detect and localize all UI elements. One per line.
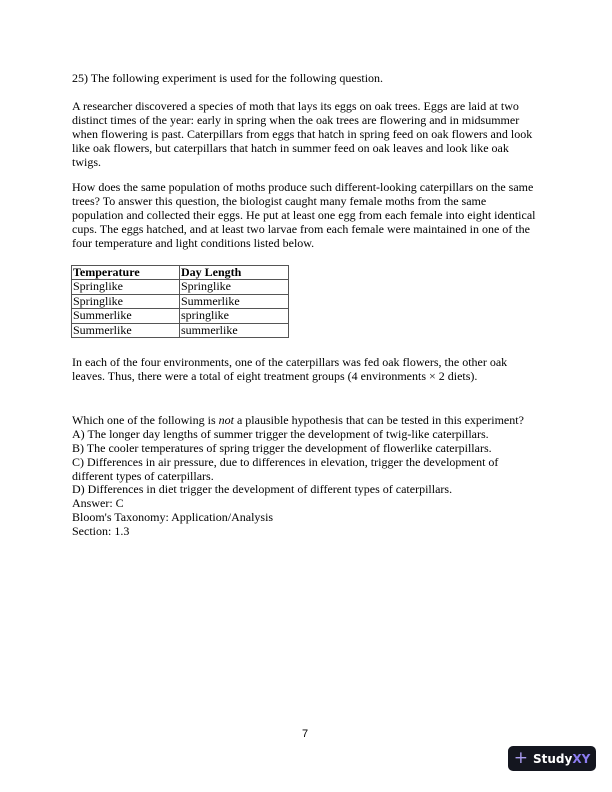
option-d: D) Differences in diet trigger the development of different types of caterpillars. bbox=[72, 482, 453, 497]
option-c-continued: different types of caterpillars. bbox=[72, 468, 214, 483]
table-cell: Springlike bbox=[72, 294, 180, 308]
table-cell: summerlike bbox=[180, 323, 289, 337]
paragraph-background bbox=[72, 100, 552, 169]
brand-main: Study bbox=[532, 751, 573, 766]
question-header bbox=[72, 72, 552, 86]
text-line: twigs. bbox=[72, 154, 102, 169]
table-cell: Springlike bbox=[72, 280, 180, 294]
text-line: In each of the four environments, one of the caterpillars was fed oak flowers, the other oak bbox=[72, 355, 508, 369]
plus-icon: + bbox=[513, 748, 528, 768]
question-after: a plausible hypothesis that can be tested in this experiment? bbox=[233, 413, 524, 427]
table-row bbox=[72, 309, 289, 323]
answer: Answer: C bbox=[72, 496, 124, 511]
text-line: A researcher discovered a species of moth that lays its eggs on oak trees. Eggs are laid at two bbox=[72, 99, 519, 113]
header-text: 25) The following experiment is used for the following question. bbox=[72, 71, 384, 85]
table-cell: springlike bbox=[180, 309, 289, 323]
text-line: distinct times of the year: early in spring when the oak trees are flowering and in midsummer bbox=[72, 112, 520, 127]
table-cell: Summerlike bbox=[72, 323, 180, 337]
text-line: leaves. Thus, there were a total of eight treatment groups (4 environments × 2 diets). bbox=[72, 368, 478, 383]
table-header-row bbox=[72, 266, 289, 280]
question-before: Which one of the following is bbox=[72, 413, 219, 427]
question-emphasis: not bbox=[218, 413, 234, 427]
table-cell: Springlike bbox=[180, 280, 289, 294]
brand-name bbox=[533, 752, 590, 766]
paragraph-method bbox=[72, 181, 552, 250]
header-day-length: Day Length bbox=[180, 266, 289, 280]
table-cell: Summerlike bbox=[72, 309, 180, 323]
page-number: 7 bbox=[302, 728, 309, 740]
brand-accent: XY bbox=[572, 751, 591, 766]
question-text bbox=[72, 414, 552, 428]
section: Section: 1.3 bbox=[72, 524, 130, 539]
table-row bbox=[72, 294, 289, 308]
studyxy-badge[interactable] bbox=[508, 746, 596, 771]
text-line: like oak flowers, but caterpillars that hatch in summer feed on oak leaves and look like oak bbox=[72, 140, 509, 155]
text-line: cups. The eggs hatched, and at least two larvae from each female were maintained in one of the bbox=[72, 221, 530, 236]
paragraph-treatments bbox=[72, 356, 552, 384]
option-a: A) The longer day lengths of summer trigger the development of twig-like caterpillars. bbox=[72, 426, 489, 441]
text-line: How does the same population of moths produce such different-looking caterpillars on the same bbox=[72, 180, 534, 194]
text-line: population and collected their eggs. He put at least one egg from each female into eight identical bbox=[72, 207, 536, 222]
text-line: four temperature and light conditions listed below. bbox=[72, 235, 315, 250]
header-temperature: Temperature bbox=[72, 266, 180, 280]
text-line: trees? To answer this question, the biologist caught many female moths from the same bbox=[72, 193, 487, 208]
table-row bbox=[72, 280, 289, 294]
option-b: B) The cooler temperatures of spring trigger the development of flowerlike caterpillars. bbox=[72, 440, 492, 455]
conditions-table bbox=[71, 265, 289, 338]
question-block bbox=[72, 414, 552, 539]
text-line: when flowering is past. Caterpillars from eggs that hatch in spring feed on oak flowers and look bbox=[72, 126, 533, 141]
option-c: C) Differences in air pressure, due to differences in elevation, trigger the development of bbox=[72, 454, 499, 469]
table-row bbox=[72, 323, 289, 337]
table-cell: Summerlike bbox=[180, 294, 289, 308]
blooms-taxonomy: Bloom's Taxonomy: Application/Analysis bbox=[72, 510, 274, 525]
